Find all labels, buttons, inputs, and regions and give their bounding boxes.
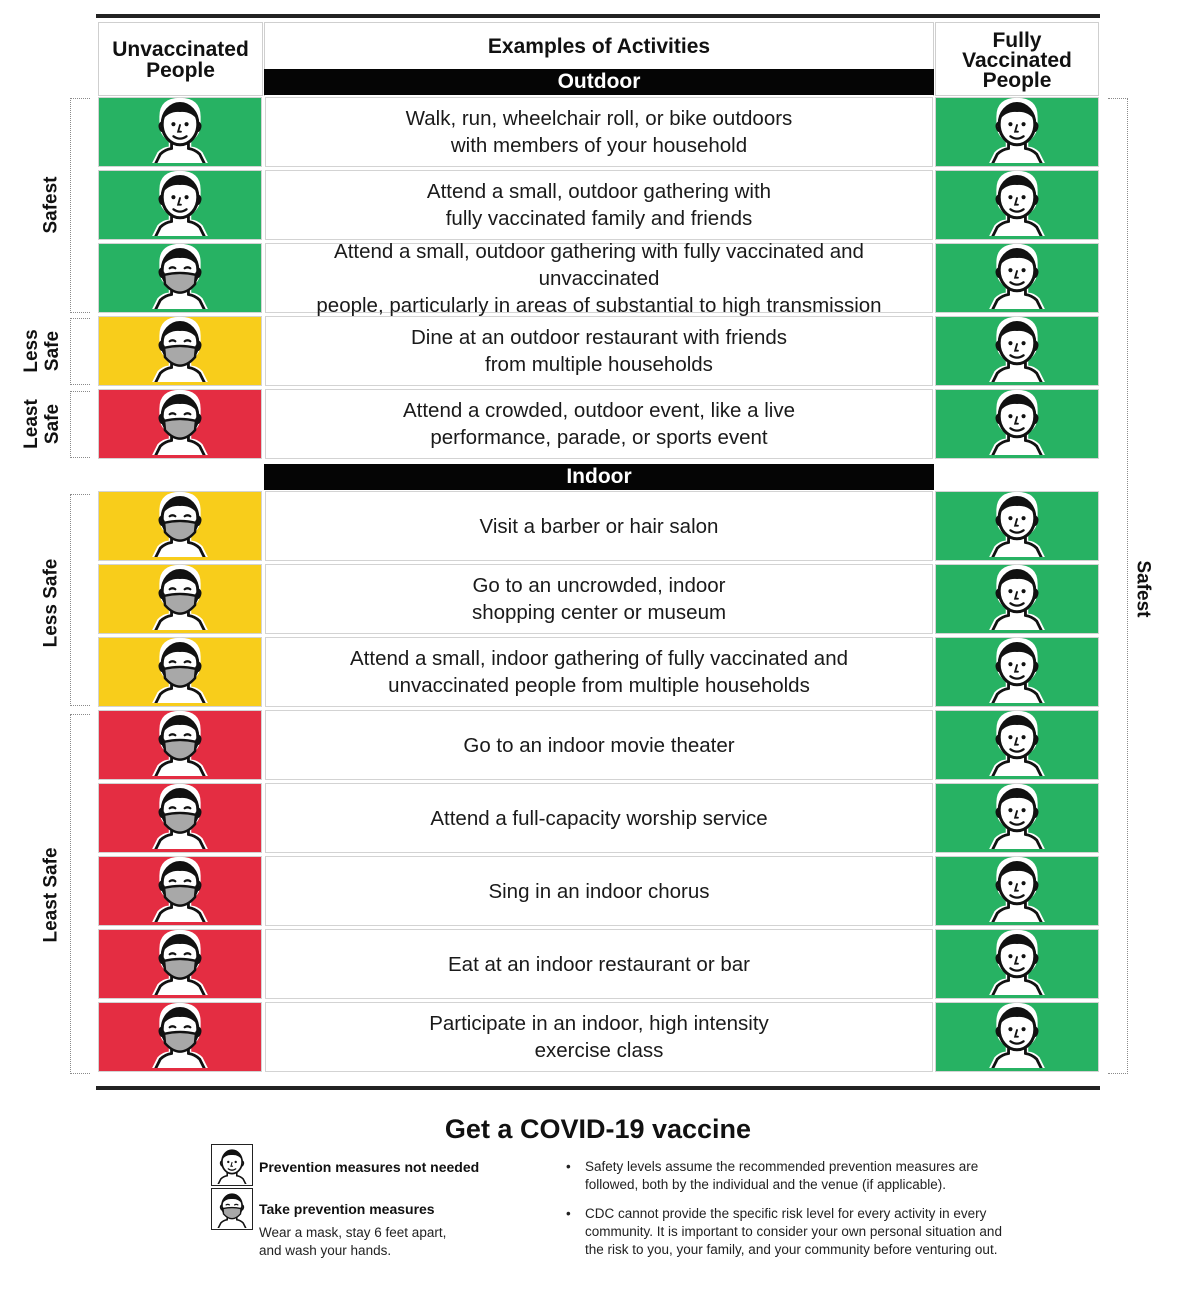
activity-cell [265, 97, 933, 167]
vaccinated-risk-cell [935, 170, 1099, 240]
legend-face-icon [211, 1144, 253, 1186]
outdoor-section-band: Outdoor [264, 69, 934, 95]
face-icon [987, 315, 1047, 388]
face-icon [987, 1001, 1047, 1074]
activities-header-text: Examples of Activities [487, 35, 711, 58]
activity-text: Attend a small, outdoor gathering with fully vaccinated and unvaccinated people, particularly in areas of substantial to high transmission [316, 239, 882, 317]
indoor-less-safe-bracket [70, 494, 90, 706]
activity-text: Attend a crowded, outdoor event, like a live performance, parade, or sports event [402, 399, 795, 449]
outdoor-less-safe-bracket [70, 318, 90, 385]
unvaccinated-risk-cell [98, 97, 262, 167]
legend-no-prevention-label: Prevention measures not needed [259, 1159, 480, 1175]
note-item [566, 1205, 1006, 1259]
masked-face-icon [150, 636, 210, 709]
unvaccinated-risk-cell [98, 316, 262, 386]
masked-face-icon [150, 388, 210, 461]
face-icon [987, 855, 1047, 928]
activity-text: Visit a barber or hair salon [479, 514, 719, 538]
unvaccinated-risk-cell [98, 491, 262, 561]
masked-face-icon [150, 1001, 210, 1074]
note-item [566, 1158, 1006, 1194]
face-icon [150, 169, 210, 242]
activity-cell [265, 491, 933, 561]
activity-text: Sing in an indoor chorus [488, 879, 710, 903]
unvaccinated-header-text: Unvaccinated People [112, 38, 249, 82]
masked-face-icon [150, 315, 210, 388]
top-rule [96, 14, 1100, 18]
vaccinated-risk-cell [935, 243, 1099, 313]
face-icon [987, 96, 1047, 169]
unvaccinated-risk-cell [98, 243, 262, 313]
outdoor-safest-bracket [70, 98, 90, 313]
vaccinated-header-text: Fully Vaccinated People [962, 29, 1072, 92]
activity-text: Attend a small, outdoor gathering with fully vaccinated family and friends [426, 180, 772, 230]
activity-cell [265, 170, 933, 240]
face-icon [987, 563, 1047, 636]
vaccinated-safest-label: Safest [1132, 560, 1154, 618]
vaccine-cta-title: Get a COVID-19 vaccine [444, 1114, 752, 1144]
face-icon [987, 782, 1047, 855]
activity-text: Participate in an indoor, high intensity exercise class [429, 1012, 769, 1062]
vaccinated-risk-cell [935, 564, 1099, 634]
activity-text: Eat at an indoor restaurant or bar [448, 952, 750, 976]
face-icon [987, 636, 1047, 709]
face-icon [150, 96, 210, 169]
vaccinated-risk-cell [935, 97, 1099, 167]
vaccinated-risk-cell [935, 316, 1099, 386]
outdoor-least-safe-label: Least Safe [21, 399, 63, 449]
unvaccinated-risk-cell [98, 389, 262, 459]
masked-face-icon [150, 490, 210, 563]
outdoor-least-safe-bracket [70, 391, 90, 458]
masked-face-icon [150, 709, 210, 782]
face-icon [987, 709, 1047, 782]
vaccinated-risk-cell [935, 783, 1099, 853]
vaccinated-risk-cell [935, 491, 1099, 561]
activity-cell [265, 637, 933, 707]
activity-text: Go to an indoor movie theater [463, 733, 735, 757]
indoor-least-safe-bracket [70, 714, 90, 1074]
activity-text: Attend a small, indoor gathering of fully vaccinated and unvaccinated people from multiple households [350, 647, 848, 697]
face-icon [987, 928, 1047, 1001]
masked-face-icon [150, 242, 210, 315]
activity-cell [265, 1002, 933, 1072]
legend-prevention-label: Take prevention measures [259, 1201, 435, 1217]
face-icon [987, 242, 1047, 315]
vaccinated-risk-cell [935, 856, 1099, 926]
bottom-rule [96, 1086, 1100, 1090]
face-icon [987, 388, 1047, 461]
activity-cell [265, 564, 933, 634]
legend-prevention-description: Wear a mask, stay 6 feet apart, and wash your hands. [259, 1225, 447, 1258]
activity-cell [265, 856, 933, 926]
activity-text: Walk, run, wheelchair roll, or bike outdoors with members of your household [405, 107, 793, 157]
vaccinated-risk-cell [935, 389, 1099, 459]
masked-face-icon [150, 855, 210, 928]
activity-text: Attend a full-capacity worship service [430, 806, 768, 830]
vaccinated-risk-cell [935, 710, 1099, 780]
note-bullet: • [566, 1159, 571, 1174]
activity-cell [265, 389, 933, 459]
masked-face-icon [150, 563, 210, 636]
activity-text: Dine at an outdoor restaurant with friends from multiple households [410, 326, 788, 376]
masked-face-icon [150, 928, 210, 1001]
unvaccinated-risk-cell [98, 170, 262, 240]
outdoor-less-safe-label: Less Safe [21, 329, 63, 373]
activity-cell [265, 710, 933, 780]
note-bullet: • [566, 1206, 571, 1221]
vaccinated-risk-cell [935, 1002, 1099, 1072]
unvaccinated-risk-cell [98, 856, 262, 926]
indoor-less-safe-label: Less Safe [40, 558, 62, 648]
unvaccinated-risk-cell [98, 710, 262, 780]
vaccinated-column-header [935, 22, 1099, 96]
activity-text: Go to an uncrowded, indoor shopping center or museum [471, 574, 727, 624]
note-text: Safety levels assume the recommended prevention measures are followed, both by the individual and the venue (if applicable). [585, 1159, 979, 1192]
unvaccinated-risk-cell [98, 783, 262, 853]
vaccinated-safest-bracket [1108, 98, 1128, 1074]
unvaccinated-risk-cell [98, 1002, 262, 1072]
unvaccinated-risk-cell [98, 929, 262, 999]
legend-masked-face-icon [211, 1188, 253, 1230]
face-icon [987, 169, 1047, 242]
indoor-section-band: Indoor [264, 464, 934, 490]
activity-cell [265, 783, 933, 853]
indoor-least-safe-label: Least Safe [40, 847, 62, 943]
activity-cell [265, 239, 933, 317]
unvaccinated-column-header [98, 22, 263, 96]
face-icon [987, 490, 1047, 563]
unvaccinated-risk-cell [98, 637, 262, 707]
unvaccinated-risk-cell [98, 564, 262, 634]
masked-face-icon [150, 782, 210, 855]
outdoor-safest-label: Safest [40, 176, 62, 234]
activity-cell [265, 929, 933, 999]
note-text: CDC cannot provide the specific risk level for every activity in every community. It is important to consider your own personal situation and the risk to you, your family, and your community before venturing out. [585, 1206, 1002, 1257]
vaccinated-risk-cell [935, 637, 1099, 707]
vaccinated-risk-cell [935, 929, 1099, 999]
activity-cell [265, 316, 933, 386]
